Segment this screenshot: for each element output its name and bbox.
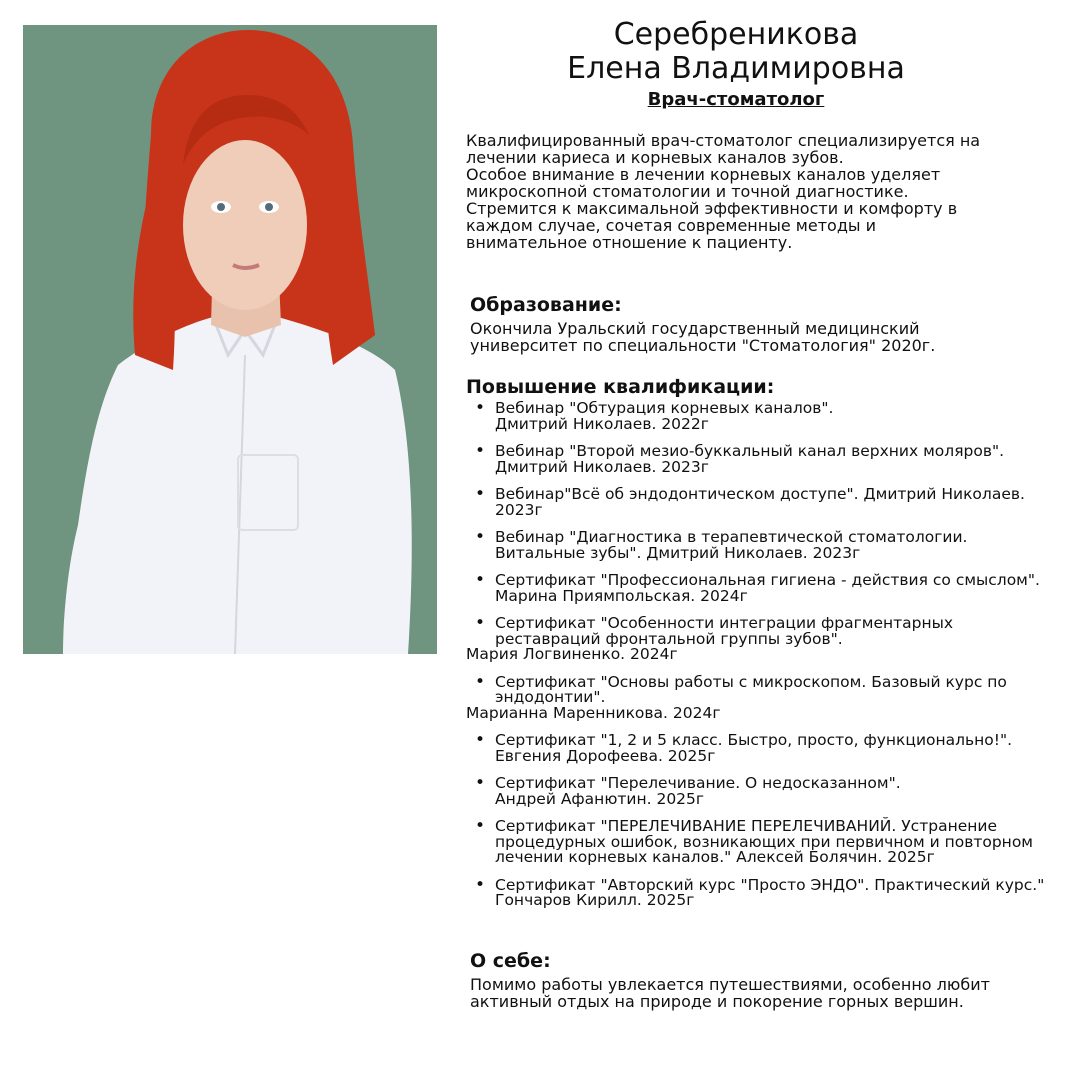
intro-text: Квалифицированный врач-стоматолог специализируется на лечении кариеса и корневых каналов зубов. Особое внимание в лечении корневых каналов уделяет микроскопной стоматологии и точной диагностике. Стремится к максимальной эффективности и комфорту в каждом случае, сочетая современные методы и внимательное отношение к пациенту. — [466, 131, 981, 252]
doctor-surname: Серебреникова — [613, 17, 859, 52]
list-item-tail: Марианна Маренникова. 2024г — [466, 703, 721, 722]
list-item: • Сертификат "Профессиональная гигиена - действия со смыслом". Марина Приямпольская. 2024г — [466, 573, 1076, 604]
doctor-role: Врач-стоматолог — [647, 89, 825, 110]
list-item: • Сертификат "Перелечивание. О недосказанном". Андрей Афанютин. 2025г — [466, 776, 1076, 807]
qualification-list — [466, 401, 1076, 921]
face — [183, 140, 307, 310]
list-item: • Сертификат "ПЕРЕЛЕЧИВАНИЕ ПЕРЕЛЕЧИВАНИЙ. Устранение процедурных ошибок, возникающих при первичном и повторном лечении корневых каналов." Алексей Болячин. 2025г — [466, 819, 1076, 866]
doctor-photo — [23, 25, 437, 654]
list-item: • Вебинар "Второй мезио-буккальный канал верхних моляров". Дмитрий Николаев. 2023г — [466, 444, 1076, 475]
doctor-given-names: Елена Владимировна — [567, 51, 905, 86]
list-item: • Сертификат "Основы работы с микроскопом. Базовый курс по эндодонтии". Марианна Маренникова. 2024г — [466, 675, 1076, 722]
education-heading: Образование: — [470, 294, 622, 316]
list-item: • Вебинар"Всё об эндодонтическом доступе". Дмитрий Николаев. 2023г — [466, 487, 1076, 518]
list-item: • Сертификат "Особенности интеграции фрагментарных реставраций фронтальной группы зубов". Мария Логвиненко. 2024г — [466, 616, 1076, 663]
about-text: Помимо работы увлекается путешествиями, особенно любит активный отдых на природе и покорение горных вершин. — [470, 975, 990, 1011]
list-item: • Вебинар "Обтурация корневых каналов". Дмитрий Николаев. 2022г — [466, 401, 1076, 432]
education-text: Окончила Уральский государственный медицинский университет по специальности "Стоматология" 2020г. — [470, 319, 936, 355]
list-item: • Сертификат "1, 2 и 5 класс. Быстро, просто, функционально!". Евгения Дорофеева. 2025г — [466, 733, 1076, 764]
list-item: • Вебинар "Диагностика в терапевтической стоматологии. Витальные зубы". Дмитрий Николаев. 2023г — [466, 530, 1076, 561]
list-item: • Сертификат "Авторский курс "Просто ЭНДО". Практический курс." Гончаров Кирилл. 2025г — [466, 878, 1076, 909]
qualification-heading: Повышение квалификации: — [466, 376, 775, 398]
list-item-tail: Мария Логвиненко. 2024г — [466, 645, 678, 663]
about-heading: О себе: — [470, 950, 551, 972]
